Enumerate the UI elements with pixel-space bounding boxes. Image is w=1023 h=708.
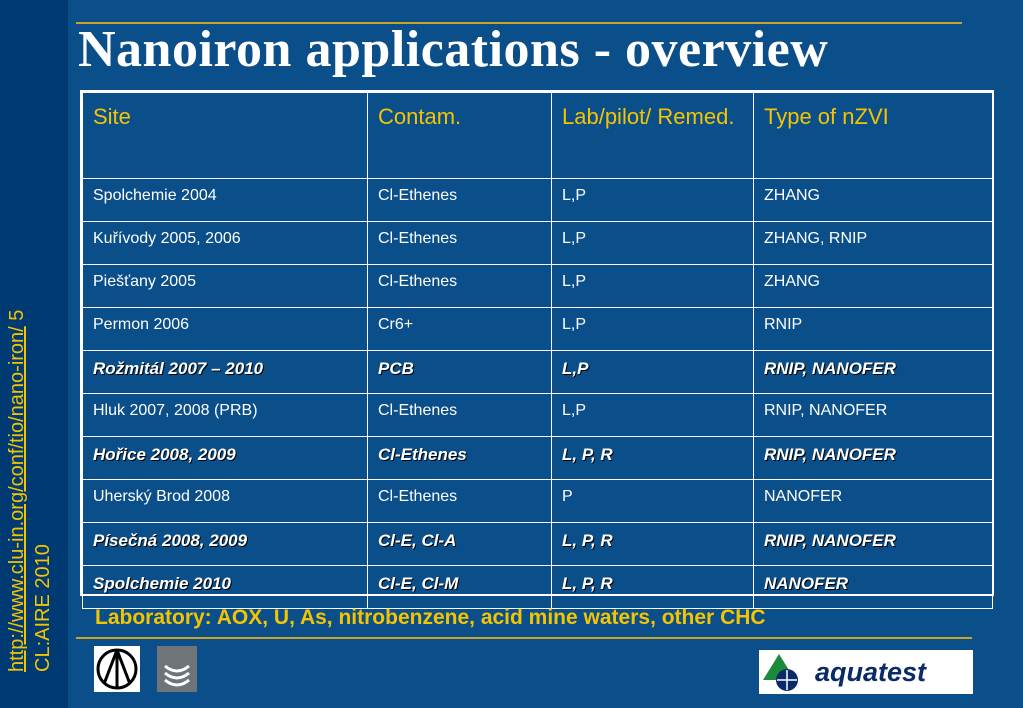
- cell-site: Spolchemie 2010: [83, 566, 368, 609]
- institute-logo: [94, 646, 140, 692]
- waves-logo: [157, 646, 197, 692]
- cell-scale: L, P, R: [552, 523, 754, 566]
- cell-contaminant: Cl-Ethenes: [368, 394, 552, 437]
- cell-scale: L,P: [552, 308, 754, 351]
- cell-scale: L,P: [552, 351, 754, 394]
- aquatest-wordmark: aquatest: [815, 657, 927, 687]
- header-site: Site: [83, 93, 368, 179]
- table-row: [83, 566, 993, 609]
- cell-scale: L,P: [552, 265, 754, 308]
- table-row: [83, 265, 993, 308]
- cell-scale: L,P: [552, 222, 754, 265]
- header-type-nzvi: Type of nZVI: [754, 93, 993, 179]
- cell-site: Hořice 2008, 2009: [83, 437, 368, 480]
- cell-contaminant: Cl-Ethenes: [368, 480, 552, 523]
- header-contam: Contam.: [368, 93, 552, 179]
- applications-table: [80, 90, 994, 596]
- sidebar: [0, 0, 68, 708]
- table-row: [83, 222, 993, 265]
- cell-nzvi-type: ZHANG: [754, 265, 993, 308]
- cell-nzvi-type: NANOFER: [754, 566, 993, 609]
- table-row: [83, 523, 993, 566]
- cell-contaminant: Cl-Ethenes: [368, 437, 552, 480]
- page-number: 5: [6, 309, 28, 321]
- cell-site: Spolchemie 2004: [83, 179, 368, 222]
- table-row: [83, 179, 993, 222]
- cell-site: Uherský Brod 2008: [83, 480, 368, 523]
- table-row: [83, 480, 993, 523]
- cell-scale: L,P: [552, 394, 754, 437]
- cell-site: Rožmitál 2007 – 2010: [83, 351, 368, 394]
- cell-site: Kuřívody 2005, 2006: [83, 222, 368, 265]
- cell-nzvi-type: RNIP, NANOFER: [754, 351, 993, 394]
- cell-site: Permon 2006: [83, 308, 368, 351]
- cell-scale: L,P: [552, 179, 754, 222]
- table-row: [83, 437, 993, 480]
- header-lab-pilot-remed: Lab/pilot/ Remed.: [552, 93, 754, 179]
- bottom-divider: [76, 637, 972, 639]
- table-row: [83, 308, 993, 351]
- cell-contaminant: Cl-E, Cl-A: [368, 523, 552, 566]
- cell-nzvi-type: RNIP, NANOFER: [754, 437, 993, 480]
- laboratory-note: Laboratory: AOX, U, As, nitrobenzene, acid mine waters, other CHC: [95, 606, 766, 629]
- cell-contaminant: PCB: [368, 351, 552, 394]
- table-header-row: [83, 93, 993, 179]
- cell-site: Piešťany 2005: [83, 265, 368, 308]
- source-url-link[interactable]: http://www.clu-in.org/conf/tio/nano-iron/: [6, 326, 28, 672]
- cell-contaminant: Cl-Ethenes: [368, 179, 552, 222]
- sidebar-vertical-text: [4, 310, 56, 672]
- cell-contaminant: Cr6+: [368, 308, 552, 351]
- cell-nzvi-type: RNIP, NANOFER: [754, 394, 993, 437]
- aquatest-logo: [759, 650, 973, 694]
- org-label: CL:AIRE 2010: [32, 544, 54, 672]
- cell-nzvi-type: NANOFER: [754, 480, 993, 523]
- cell-contaminant: Cl-Ethenes: [368, 265, 552, 308]
- cell-contaminant: Cl-Ethenes: [368, 222, 552, 265]
- cell-site: Hluk 2007, 2008 (PRB): [83, 394, 368, 437]
- cell-site: Písečná 2008, 2009: [83, 523, 368, 566]
- page-title: Nanoiron applications - overview: [78, 21, 829, 78]
- table-row: [83, 351, 993, 394]
- cell-contaminant: Cl-E, Cl-M: [368, 566, 552, 609]
- cell-scale: L, P, R: [552, 566, 754, 609]
- cell-nzvi-type: RNIP: [754, 308, 993, 351]
- cell-nzvi-type: ZHANG: [754, 179, 993, 222]
- cell-nzvi-type: ZHANG, RNIP: [754, 222, 993, 265]
- cell-scale: P: [552, 480, 754, 523]
- cell-scale: L, P, R: [552, 437, 754, 480]
- table-row: [83, 394, 993, 437]
- cell-nzvi-type: RNIP, NANOFER: [754, 523, 993, 566]
